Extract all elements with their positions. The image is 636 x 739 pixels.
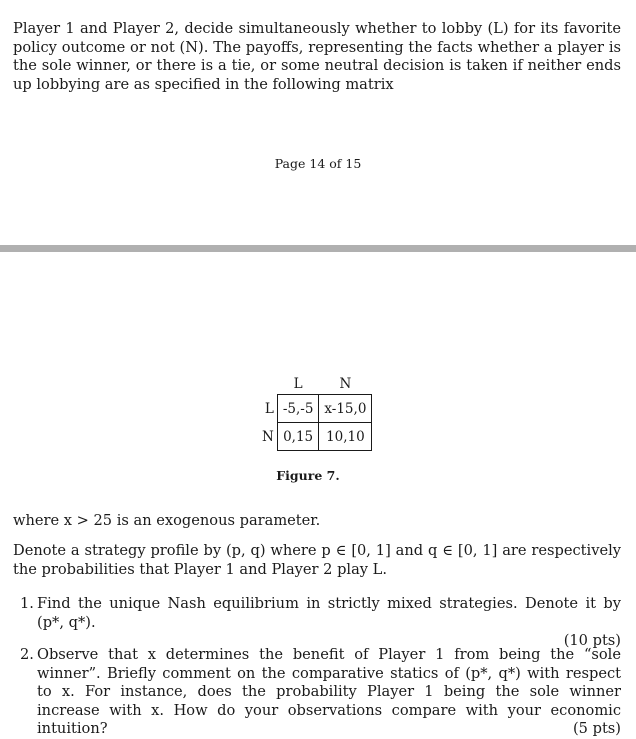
payoff-matrix	[262, 374, 372, 451]
page-number: Page 14 of 15	[274, 156, 362, 171]
row-header-n: N	[262, 428, 274, 445]
question-2	[13, 646, 621, 739]
question-1-number: 1.	[20, 595, 34, 612]
matrix-row-l	[262, 395, 372, 423]
col-header-l: L	[293, 376, 303, 392]
col-header-n: N	[339, 376, 352, 392]
cell-l-n: x-15,0	[319, 395, 372, 423]
intro-paragraph: Player 1 and Player 2, decide simultaneously whether to lobby (L) for its favorite policy outcome or not (N). The payoffs, representing the facts whether a player is the sole winner, or there is a tie, or some neutral decision is taken if neither ends up lobbying are as specified in the following matrix	[13, 20, 621, 93]
figure-caption: Figure 7.	[276, 468, 340, 483]
question-2-points: (5 pts)	[572, 720, 621, 738]
question-2-number: 2.	[20, 646, 34, 663]
question-2-text: Observe that x determines the benefit of Player 1 from being the “sole winner”. Briefly comment on the comparative statics of (p*, q*) with respect to x. For instance, does the probability Player 1 being the sole winner increase with x. How do your observations compare with your economic intuition?	[37, 646, 621, 738]
cell-n-l: 0,15	[277, 423, 319, 451]
page-divider	[0, 245, 636, 252]
question-1-points: (10 pts)	[563, 632, 621, 650]
where-paragraph: where x > 25 is an exogenous parameter.	[13, 512, 321, 529]
matrix-corner	[262, 374, 277, 395]
matrix-header-row	[262, 374, 372, 395]
denote-paragraph: Denote a strategy profile by (p, q) where p ∈ [0, 1] and q ∈ [0, 1] are respectively the probabilities that Player 1 and Player 2 play L.	[13, 542, 621, 578]
question-1	[13, 595, 621, 651]
cell-l-l: -5,-5	[277, 395, 319, 423]
cell-n-n: 10,10	[319, 423, 372, 451]
row-header-l: L	[264, 400, 274, 417]
question-1-text: Find the unique Nash equilibrium in strictly mixed strategies. Denote it by (p*, q*).	[37, 595, 621, 631]
matrix-row-n	[262, 423, 372, 451]
